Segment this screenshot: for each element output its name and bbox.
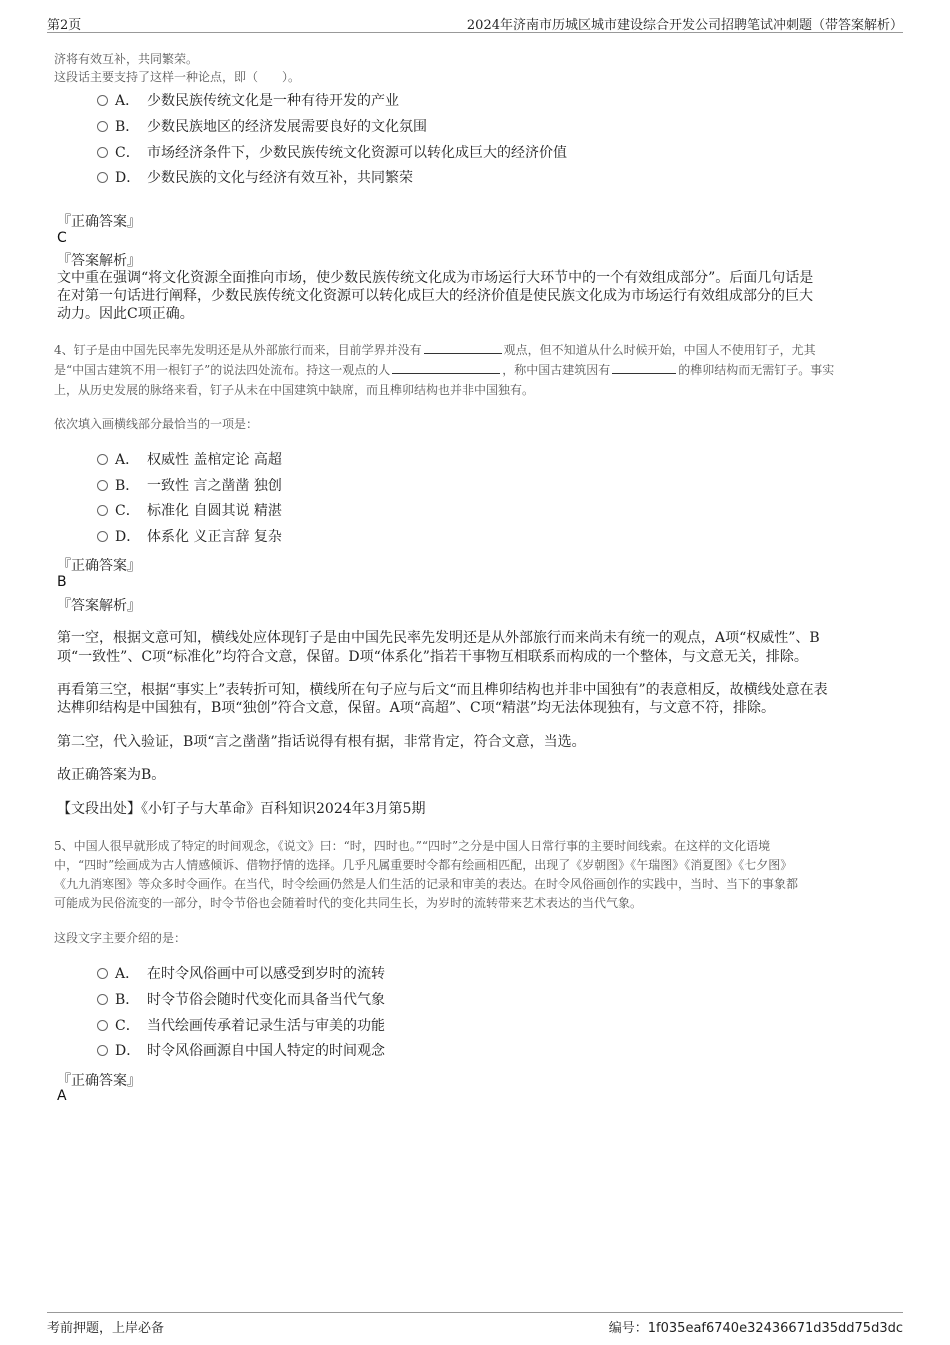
option-letter: D．	[115, 170, 141, 186]
option-letter: A．	[115, 93, 140, 109]
q4-answer-label: 『正确答案』	[57, 558, 141, 574]
fill-blank-3	[612, 361, 676, 374]
q3-option-c[interactable]	[97, 143, 567, 163]
q5-option-c[interactable]	[97, 1016, 385, 1036]
q3-option-a[interactable]	[97, 91, 399, 111]
code-value: 1f035eaf6740e32436671d35dd75d3dc	[647, 1321, 903, 1336]
q4-analysis-p2-line2: 达榫卯结构是中国独有，B项“独创”符合文意，保留。A项“高超”、C项“精湛”均无法体现独有，与文意不符，排除。	[57, 700, 776, 716]
q4-stem-line2	[54, 360, 834, 380]
q3-stem-line1: 济将有效互补，共同繁荣。	[54, 52, 199, 66]
radio-icon[interactable]	[97, 147, 108, 158]
option-text: 市场经济条件下，少数民族传统文化资源可以转化成巨大的经济价值	[147, 145, 567, 161]
q5-option-d[interactable]	[97, 1041, 385, 1061]
q4-analysis-p3: 第二空，代入验证，B项“言之凿凿”指话说得有根有据，非常肯定，符合文意，当选。	[57, 734, 586, 750]
q4-stem-text: 4、钉子是由中国先民率先发明还是从外部旅行而来，目前学界并没有	[54, 343, 422, 357]
option-text: 时令风俗画源自中国人特定的时间观念	[147, 1043, 385, 1059]
radio-icon[interactable]	[97, 505, 108, 516]
document-code	[609, 1317, 903, 1336]
option-text: 少数民族的文化与经济有效互补，共同繁荣	[147, 170, 413, 186]
q5-stem-line3: 《九九消寒图》等众多时令画作。在当代，时令绘画仍然是人们生活的记录和审美的表达。在时令风俗画创作的实践中，当时、当下的事象都	[54, 877, 799, 891]
q5-option-b[interactable]	[97, 990, 385, 1010]
radio-icon[interactable]	[97, 994, 108, 1005]
q4-stem-line1	[54, 340, 816, 360]
q4-analysis-p1-line1: 第一空，根据文意可知，横线处应体现钉子是由中国先民率先发明还是从外部旅行而来尚未有统一的观点，A项“权威性”、B	[57, 630, 820, 646]
option-letter: C．	[115, 145, 140, 161]
option-text: 当代绘画传承着记录生活与审美的功能	[147, 1018, 385, 1034]
code-label: 编号：	[608, 1321, 648, 1336]
q3-analysis-line1: 文中重在强调“将文化资源全面推向市场，使少数民族传统文化成为市场运行大环节中的一个有效组成部分”。后面几句话是	[57, 270, 814, 286]
option-text: 少数民族传统文化是一种有待开发的产业	[147, 93, 399, 109]
q5-stem-line4: 可能成为民俗流变的一部分，时令节俗也会随着时代的变化共同生长，为岁时的流转带来艺术表达的当代气象。	[54, 896, 643, 910]
option-letter: A．	[115, 452, 140, 468]
fill-blank-2	[392, 361, 500, 374]
q3-answer: C	[57, 230, 67, 246]
q5-stem-line1: 5、中国人很早就形成了特定的时间观念，《说文》曰：“时，四时也。”“四时”之分是中国人日常行事的主要时间线索。在这样的文化语境	[54, 839, 771, 853]
page-footer	[47, 1312, 903, 1335]
q4-stem-text: 是“中国古建筑不用一根钉子”的说法四处流布。持这一观点的人	[54, 363, 391, 377]
fill-blank-1	[424, 341, 502, 354]
q4-stem-text: ，称中国古建筑因有	[502, 363, 611, 377]
option-letter: B．	[115, 478, 140, 494]
q4-source: 【文段出处】《小钉子与大革命》百科知识2024年3月第5期	[57, 801, 426, 817]
option-letter: D．	[115, 1043, 141, 1059]
radio-icon[interactable]	[97, 95, 108, 106]
radio-icon[interactable]	[97, 121, 108, 132]
radio-icon[interactable]	[97, 480, 108, 491]
q3-option-d[interactable]	[97, 168, 413, 188]
option-text: 体系化 义正言辞 复杂	[147, 529, 282, 545]
q4-stem-text: 的榫卯结构而无需钉子。事实	[678, 363, 835, 377]
q3-answer-label: 『正确答案』	[57, 214, 141, 230]
q3-analysis-line3: 动力。因此C项正确。	[57, 306, 194, 322]
radio-icon[interactable]	[97, 531, 108, 542]
q3-option-b[interactable]	[97, 117, 427, 137]
option-letter: D．	[115, 529, 141, 545]
page-header	[47, 12, 903, 33]
radio-icon[interactable]	[97, 1045, 108, 1056]
radio-icon[interactable]	[97, 1020, 108, 1031]
footer-slogan: 考前押题，上岸必备	[47, 1321, 165, 1336]
option-text: 标准化 自圆其说 精湛	[147, 503, 282, 519]
q4-stem-line3: 上，从历史发展的脉络来看，钉子从未在中国建筑中缺席，而且榫卯结构也并非中国独有。	[54, 383, 535, 397]
q4-stem-text: 观点，但不知道从什么时候开始，中国人不使用钉子，尤其	[503, 343, 816, 357]
option-letter: A．	[115, 966, 140, 982]
q4-analysis-p4: 故正确答案为B。	[57, 767, 166, 783]
option-text: 权威性 盖棺定论 高超	[147, 452, 282, 468]
q4-option-d[interactable]	[97, 527, 282, 547]
document-title: 2024年济南市历城区城市建设综合开发公司招聘笔试冲刺题（带答案解析）	[466, 18, 903, 33]
q3-stem-line2: 这段话主要支持了这样一种论点，即（ ）。	[54, 70, 301, 84]
radio-icon[interactable]	[97, 172, 108, 183]
q4-answer: B	[57, 574, 67, 590]
option-letter: C．	[115, 1018, 140, 1034]
q4-option-c[interactable]	[97, 501, 282, 521]
option-letter: B．	[115, 119, 140, 135]
option-text: 一致性 言之凿凿 独创	[147, 478, 282, 494]
q4-prompt: 依次填入画横线部分最恰当的一项是：	[54, 417, 259, 431]
q5-answer: A	[57, 1088, 67, 1104]
radio-icon[interactable]	[97, 454, 108, 465]
page-number: 第2页	[47, 18, 82, 33]
q4-analysis-label: 『答案解析』	[57, 598, 141, 614]
q4-analysis-p2-line1: 再看第三空，根据“事实上”表转折可知，横线所在句子应与后文“而且榫卯结构也并非中国独有”的表意相反，故横线处意在表	[57, 682, 828, 698]
q5-prompt: 这段文字主要介绍的是：	[54, 931, 187, 945]
option-text: 在时令风俗画中可以感受到岁时的流转	[147, 966, 385, 982]
q3-analysis-label: 『答案解析』	[57, 253, 141, 269]
q4-option-a[interactable]	[97, 450, 282, 470]
q4-analysis-p1-line2: 项“一致性”、C项“标准化”均符合文意，保留。D项“体系化”指若干事物互相联系而构成的一个整体，与文意无关，排除。	[57, 649, 808, 665]
option-letter: C．	[115, 503, 140, 519]
q5-stem-line2: 中，“四时”绘画成为古人情感倾诉、借物抒情的选择。几乎凡属重要时令都有绘画相匹配，出现了《岁朝图》《午瑞图》《消夏图》《七夕图》	[54, 858, 793, 872]
option-letter: B．	[115, 992, 140, 1008]
q4-option-b[interactable]	[97, 476, 282, 496]
q5-option-a[interactable]	[97, 964, 385, 984]
option-text: 少数民族地区的经济发展需要良好的文化氛围	[147, 119, 427, 135]
q3-analysis-line2: 在对第一句话进行阐释，少数民族传统文化资源可以转化成巨大的经济价值是使民族文化成为市场运行有效组成部分的巨大	[57, 288, 813, 304]
option-text: 时令节俗会随时代变化而具备当代气象	[147, 992, 385, 1008]
q5-answer-label: 『正确答案』	[57, 1073, 141, 1089]
radio-icon[interactable]	[97, 968, 108, 979]
